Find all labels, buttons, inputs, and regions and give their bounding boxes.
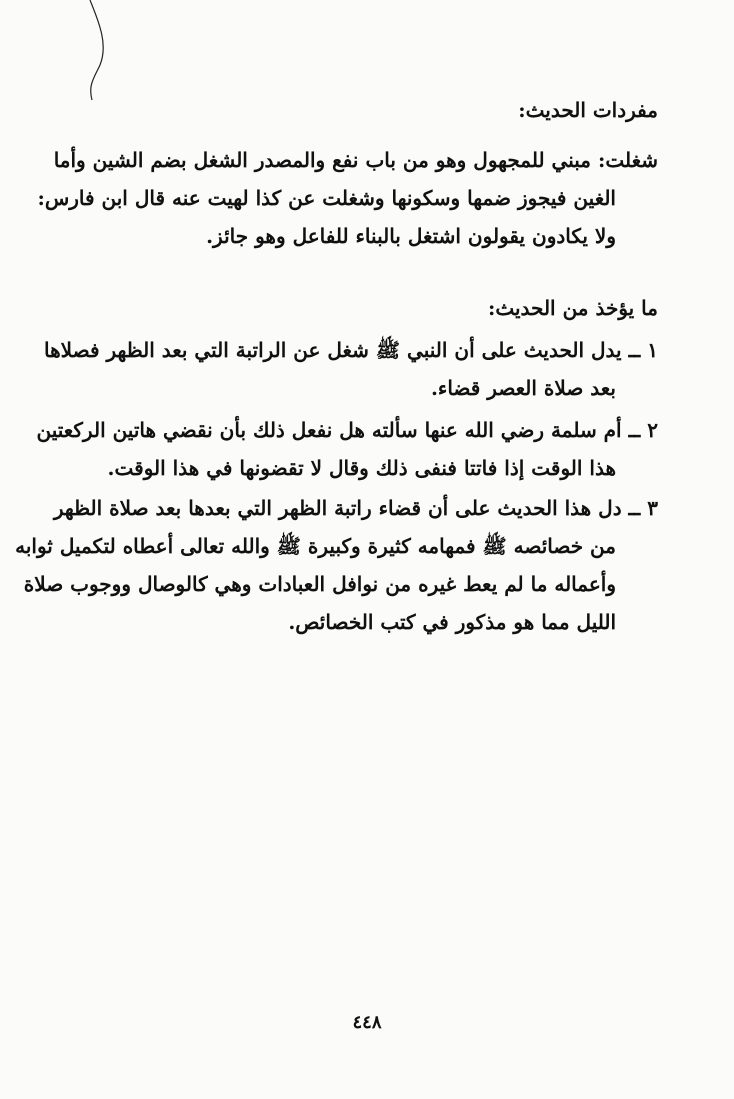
lesson-1-line-2: بعد صلاة العصر قضاء.	[430, 376, 616, 400]
lesson-1-line-1: ١ ــ يدل الحديث على أن النبي ﷺ شغل عن الراتبة التي بعد الظهر فصلاها	[44, 338, 658, 362]
vocabulary-line-2: الغين فيجوز ضمها وسكونها وشغلت عن كذا لهيت عنه قال ابن فارس:	[37, 186, 616, 210]
lessons-heading: ما يؤخذ من الحديث:	[487, 296, 658, 320]
vocabulary-line-3: ولا يكادون يقولون اشتغل بالبناء للفاعل وهو جائز.	[206, 224, 616, 248]
lesson-2-line-2: هذا الوقت إذا فاتتا فنفى ذلك وقال لا تقضونها في هذا الوقت.	[107, 456, 616, 480]
page-number: ٤٤٨	[352, 1012, 382, 1033]
lesson-3-line-1: ٣ ــ دل هذا الحديث على أن قضاء راتبة الظهر التي بعدها بعد صلاة الظهر	[53, 496, 658, 520]
vocabulary-heading: مفردات الحديث:	[518, 98, 658, 122]
vocabulary-line-1: شغلت: مبني للمجهول وهو من باب نفع والمصدر الشغل بضم الشين وأما	[53, 148, 658, 172]
lesson-3-line-4: الليل مما هو مذكور في كتب الخصائص.	[288, 610, 616, 634]
scan-edge-mark	[78, 0, 118, 110]
lesson-2-line-1: ٢ ــ أم سلمة رضي الله عنها سألته هل نفعل ذلك بأن نقضي هاتين الركعتين	[36, 418, 658, 442]
lesson-3-line-3: وأعماله ما لم يعط غيره من نوافل العبادات وهي كالوصال ووجوب صلاة	[23, 572, 616, 596]
lesson-3-line-2: من خصائصه ﷺ فمهامه كثيرة وكبيرة ﷺ والله تعالى أعطاه لتكميل ثوابه	[15, 534, 616, 558]
